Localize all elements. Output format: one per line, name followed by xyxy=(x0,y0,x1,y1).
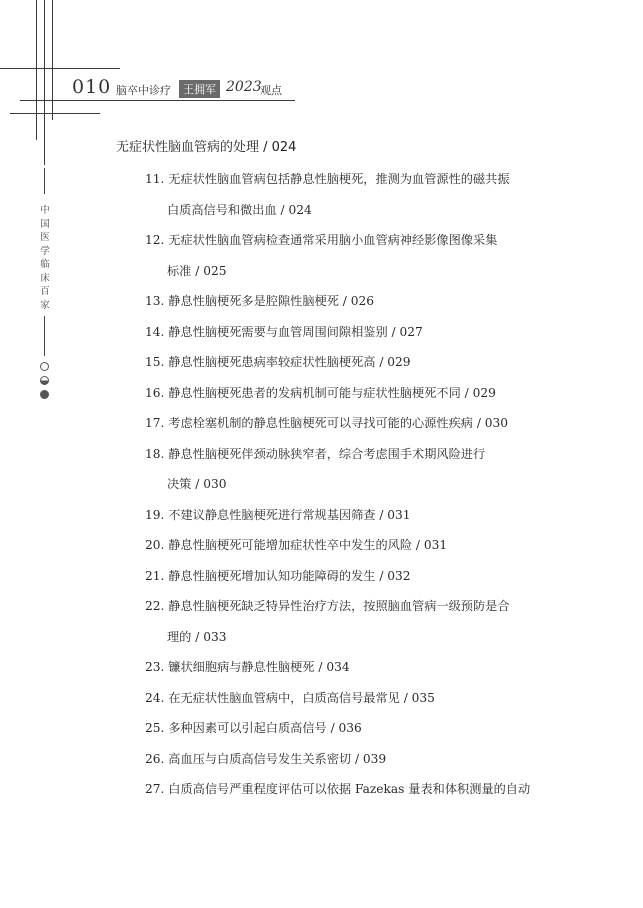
frame-line-vertical-2 xyxy=(44,0,45,165)
toc-entry xyxy=(145,439,575,500)
toc-entry xyxy=(145,530,575,561)
frame-line-horizontal-1 xyxy=(0,68,120,69)
toc-entry xyxy=(145,500,575,531)
toc-entry xyxy=(145,774,575,805)
toc-entry xyxy=(145,286,575,317)
half-filled-circle-icon xyxy=(40,376,49,385)
toc-entry xyxy=(145,164,575,225)
toc-entry xyxy=(145,652,575,683)
toc-list xyxy=(145,164,575,805)
toc-entry xyxy=(145,683,575,714)
toc-entry-line: 21. 静息性脑梗死增加认知功能障碍的发生 / 032 xyxy=(145,568,411,583)
toc-entry xyxy=(145,561,575,592)
toc-entry-line: 16. 静息性脑梗死患者的发病机制可能与症状性脑梗死不同 / 029 xyxy=(145,385,496,400)
toc-entry-continuation: 白质高信号和微出血 / 024 xyxy=(167,202,312,217)
toc-entry-line: 24. 在无症状性脑血管病中，白质高信号最常见 / 035 xyxy=(145,690,435,705)
frame-line-vertical-3 xyxy=(52,0,53,120)
toc-entry-line: 13. 静息性脑梗死多是腔隙性脑梗死 / 026 xyxy=(145,294,374,308)
toc-entry xyxy=(145,378,575,409)
toc-entry xyxy=(145,744,575,775)
toc-entry-line: 22. 静息性脑梗死缺乏特异性治疗方法，按照脑血管病一级预防是合 xyxy=(145,599,510,613)
filled-circle-icon xyxy=(40,390,49,399)
toc-entry-line: 26. 高血压与白质高信号发生关系密切 / 039 xyxy=(145,751,387,766)
frame-line-horizontal-3 xyxy=(10,113,100,114)
side-series-label: 中国医学临床百家 xyxy=(40,205,50,311)
side-divider-bottom xyxy=(44,316,45,356)
toc-entry xyxy=(145,408,575,439)
toc-entry-line: 27. 白质高信号严重程度评估可以依据 Fazekas 量表和体积测量的自动 xyxy=(145,782,531,796)
running-header-series: 脑卒中诊疗 xyxy=(116,84,171,97)
side-divider-top xyxy=(44,168,45,194)
toc-entry-line: 14. 静息性脑梗死需要与血管周围间隙相鉴别 / 027 xyxy=(145,324,423,339)
section-heading: 无症状性脑血管病的处理 / 024 xyxy=(116,140,297,155)
toc-entry xyxy=(145,713,575,744)
toc-entry-continuation: 决策 / 030 xyxy=(167,477,227,491)
toc-entry-line: 20. 静息性脑梗死可能增加症状性卒中发生的风险 / 031 xyxy=(145,538,448,552)
running-header-year: 2023 xyxy=(226,79,262,95)
toc-entry-line: 19. 不建议静息性脑梗死进行常规基因筛查 / 031 xyxy=(145,507,411,522)
toc-entry xyxy=(145,347,575,378)
toc-entry-line: 25. 多种因素可以引起白质高信号 / 036 xyxy=(145,721,362,735)
toc-entry-line: 23. 镰状细胞病与静息性脑梗死 / 034 xyxy=(145,660,350,674)
running-header-author: 王拥军 xyxy=(179,80,220,98)
toc-entry-line: 17. 考虑栓塞机制的静息性脑梗死可以寻找可能的心源性疾病 / 030 xyxy=(145,416,509,430)
page-number: 010 xyxy=(72,76,112,98)
frame-line-horizontal-2 xyxy=(20,100,295,101)
toc-entry-line: 18. 静息性脑梗死伴颈动脉狭窄者，综合考虑围手术期风险进行 xyxy=(145,446,486,461)
toc-entry xyxy=(145,225,575,286)
toc-entry-line: 12. 无症状性脑血管病检查通常采用脑小血管病神经影像图像采集 xyxy=(145,233,498,247)
toc-entry-continuation: 标准 / 025 xyxy=(167,263,227,278)
toc-entry xyxy=(145,317,575,348)
running-header-suffix: 观点 xyxy=(260,84,282,97)
toc-entry-line: 15. 静息性脑梗死患病率较症状性脑梗死高 / 029 xyxy=(145,355,411,369)
toc-entry-line: 11. 无症状性脑血管病包括静息性脑梗死，推测为血管源性的磁共振 xyxy=(145,172,510,186)
toc-entry-continuation: 理的 / 033 xyxy=(167,629,227,644)
frame-line-vertical-1 xyxy=(36,0,37,140)
empty-circle-icon xyxy=(40,362,49,371)
toc-entry xyxy=(145,591,575,652)
